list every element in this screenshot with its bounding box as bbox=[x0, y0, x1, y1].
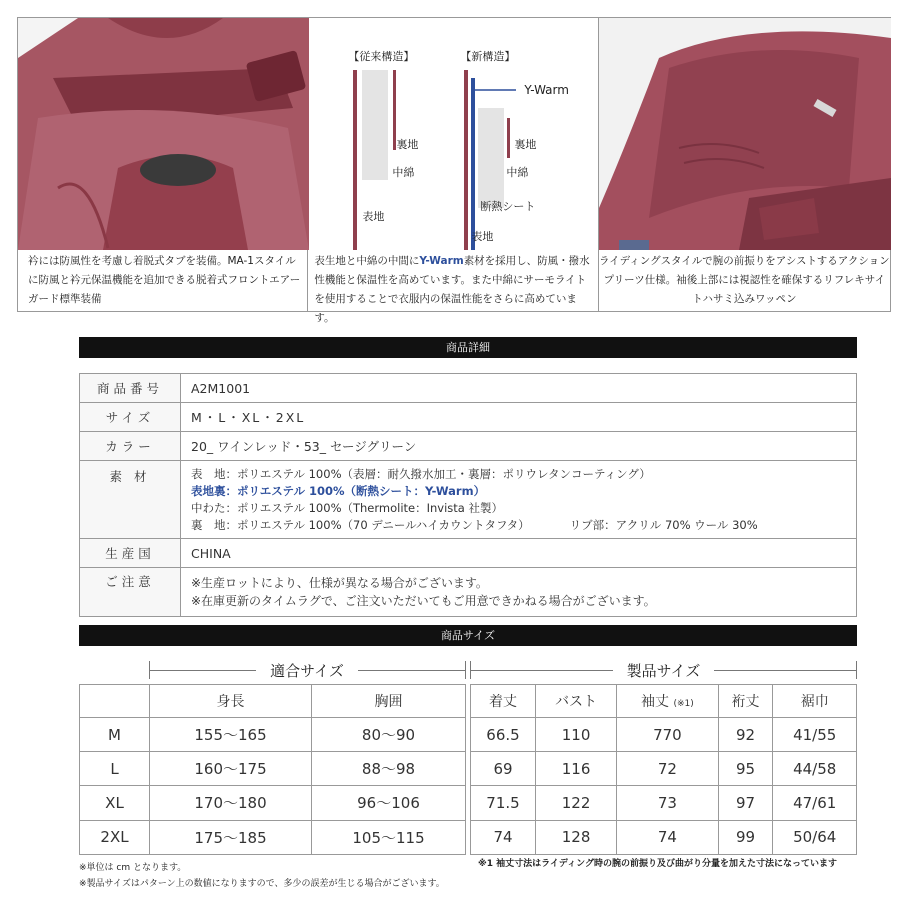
detail-row-material: 素 材 表 地：ポリエステル 100%（表層：耐久撥水加工・裏層：ポリウレタンコーティング） 表地裏：ポリエステル 100%（断熱シート：Y-Warm） 中わた：ポリエステル 100%（Thermolite：Invista 社製） 裏 地：ポリエステル 100%（70 デニールハイカウントタフタ） リブ部：アクリル 70% ウール 30% bbox=[80, 461, 857, 539]
fit-header-row: 身長 胸囲 bbox=[80, 685, 466, 718]
detail-table bbox=[79, 373, 857, 617]
table-row: 71.5 122 73 97 47/61 bbox=[471, 786, 857, 820]
error-footnote: ※製品サイズはパターン上の数値になりますので、多少の誤差が生じる場合がございます。 bbox=[79, 879, 445, 889]
detail-row-origin: 生産国 CHINA bbox=[80, 539, 857, 568]
table-row: 66.5 110 770 92 41/55 bbox=[471, 718, 857, 752]
table-row: 74 128 74 99 50/64 bbox=[471, 820, 857, 854]
sleeve-footnote: ※1 袖丈寸法はライディング時の腕の前振り及び曲がり分量を加えた寸法になっています bbox=[478, 859, 837, 869]
collar-caption: 衿には防風性を考慮し着脱式タブを装備。MA-1スタイルに防風と衿元保温機能を追加できる脱着式フロントエアーガード標準装備 bbox=[28, 255, 301, 305]
new-label-padding: 中綿 bbox=[506, 166, 529, 179]
fit-size-table bbox=[79, 684, 466, 855]
unit-footnote: ※単位は cm となります。 bbox=[79, 863, 187, 873]
table-row: L 160〜175 88〜98 bbox=[80, 752, 466, 786]
feature-panels bbox=[17, 17, 891, 324]
detail-row-size: サイズ M・L・XL・2XL bbox=[80, 403, 857, 432]
new-label-ywarm: Y-Warm bbox=[524, 83, 569, 97]
sleeve-photo bbox=[599, 18, 890, 250]
ywarm-highlight: Y-Warm bbox=[419, 255, 464, 267]
structure-caption: 表生地と中綿の中間にY-Warm素材を採用し、防風・撥水性機能と保温性を高めています。また中綿にサーモライトを使用することで衣服内の保温性能をさらに高めています。 bbox=[314, 255, 590, 324]
table-row: XL 170〜180 96〜106 bbox=[80, 786, 466, 820]
table-row: M 155〜165 80〜90 bbox=[80, 718, 466, 752]
table-row: 69 116 72 95 44/58 bbox=[471, 752, 857, 786]
size-section-header: 商品サイズ bbox=[79, 625, 857, 646]
table-row: 2XL 175〜185 105〜115 bbox=[80, 820, 466, 854]
new-structure-title: 【新構造】 bbox=[460, 50, 516, 63]
collar-photo bbox=[18, 18, 307, 250]
detail-section-header: 商品詳細 bbox=[79, 337, 857, 358]
old-structure-title: 【従来構造】 bbox=[348, 50, 415, 63]
material-ywarm-line: 表地裏：ポリエステル 100%（断熱シート：Y-Warm） bbox=[191, 483, 486, 498]
sleeve-note-mark: (※1) bbox=[673, 699, 694, 709]
new-label-lining: 裏地 bbox=[514, 138, 537, 151]
feature-collar bbox=[18, 18, 308, 311]
old-label-padding: 中綿 bbox=[392, 166, 415, 179]
old-label-lining: 裏地 bbox=[396, 138, 419, 151]
fit-size-group-label: 適合サイズ bbox=[149, 660, 465, 680]
structure-diagram bbox=[308, 18, 599, 250]
product-size-group-label: 製品サイズ bbox=[470, 660, 857, 680]
detail-row-notes: ご注意 ※生産ロットにより、仕様が異なる場合がございます。 ※在庫更新のタイムラグで、ご注文いただいてもご用意できかねる場合がございます。 bbox=[80, 568, 857, 617]
new-label-insulation: 断熱シート bbox=[480, 200, 536, 213]
sleeve-caption: ライディングスタイルで腕の前振りをアシストするアクションプリーツ仕様。袖後上部には視認性を確保するリフレキサイトハサミ込みワッペン bbox=[598, 255, 890, 305]
feature-structure bbox=[308, 18, 598, 324]
old-label-outer: 表地 bbox=[362, 210, 385, 223]
product-size-table bbox=[470, 684, 857, 855]
feature-sleeve bbox=[599, 18, 890, 311]
detail-row-code: 商品番号 A2M1001 bbox=[80, 374, 857, 403]
new-label-outer: 表地 bbox=[471, 230, 494, 243]
product-header-row: 着丈 バスト 袖丈 (※1) 裄丈 裾巾 bbox=[471, 685, 857, 718]
detail-row-color: カラー 20_ ワインレッド・53_ セージグリーン bbox=[80, 432, 857, 461]
